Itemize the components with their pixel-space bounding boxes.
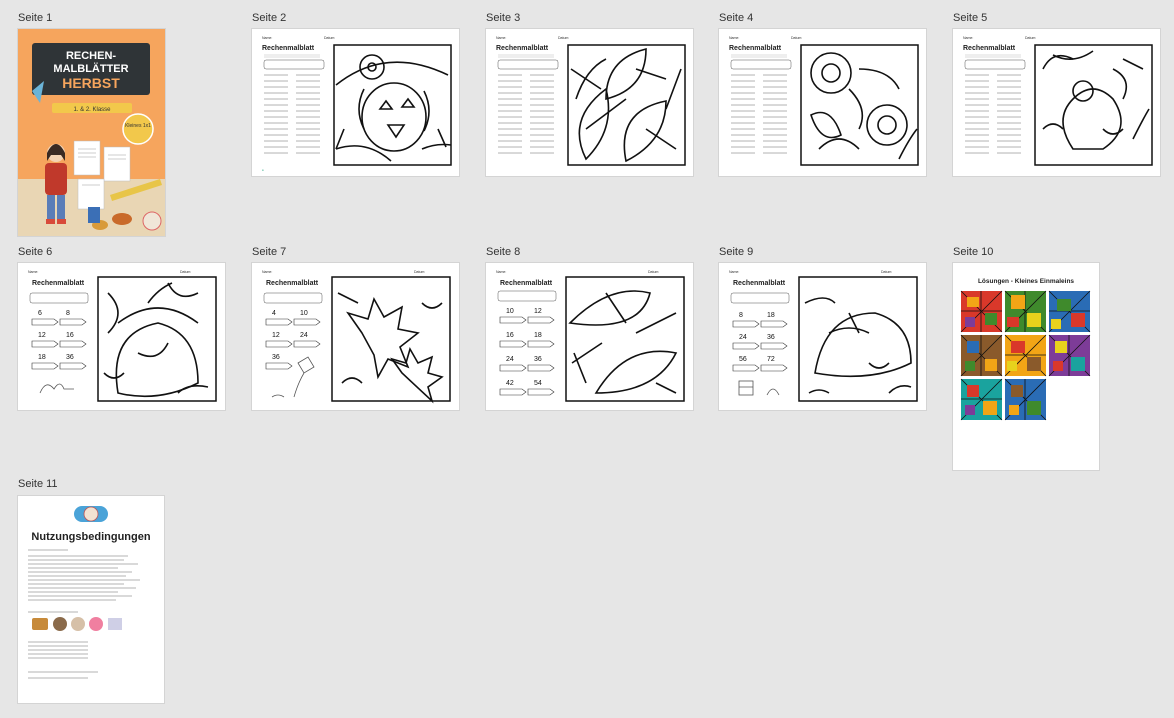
- worksheet-pencil-layout: [486, 263, 693, 410]
- worksheet-title: Rechenmalblatt: [963, 45, 1016, 52]
- svg-text:24: 24: [506, 356, 514, 363]
- page-label-7: Seite 7: [252, 246, 287, 258]
- svg-text:24: 24: [300, 332, 308, 339]
- date-label: Datum:: [180, 270, 192, 274]
- date-label: Datum:: [881, 270, 893, 274]
- page-thumbnail-8[interactable]: [486, 263, 693, 410]
- page-thumbnail-3[interactable]: [486, 29, 693, 176]
- cover-title-line3: HERBST: [62, 75, 120, 91]
- hedgehog-drawing: [805, 298, 911, 393]
- worksheet-title: Rechenmalblatt: [262, 45, 315, 52]
- worksheet-pencil-layout: [719, 263, 926, 410]
- leaves-drawing: [338, 293, 442, 401]
- worksheet-title: Rechenmalblatt: [729, 45, 782, 52]
- svg-text:36: 36: [767, 334, 775, 341]
- answer-numbers: [272, 310, 308, 361]
- task-lines: [498, 75, 554, 153]
- page-label-6: Seite 6: [18, 246, 53, 258]
- squirrel-sketch: [40, 384, 74, 393]
- cover-art: [18, 29, 165, 236]
- terms-title: Nutzungsbedingungen: [31, 531, 151, 543]
- svg-text:12: 12: [38, 332, 46, 339]
- svg-text:24: 24: [739, 334, 747, 341]
- pencil-icons: [733, 321, 787, 371]
- worksheet-pencil-layout: [252, 263, 459, 410]
- page-label-9: Seite 9: [719, 246, 754, 258]
- date-label: Datum:: [791, 36, 803, 40]
- svg-text:10: 10: [300, 310, 308, 317]
- name-label: Name:: [963, 36, 974, 40]
- svg-text:16: 16: [66, 332, 74, 339]
- cover-title-line2: MALBLÄTTER: [53, 63, 129, 75]
- name-label: Name:: [496, 36, 507, 40]
- page-thumbnail-11[interactable]: [18, 496, 164, 703]
- svg-text:72: 72: [767, 356, 775, 363]
- svg-text:42: 42: [506, 380, 514, 387]
- page-thumbnail-10[interactable]: [953, 263, 1099, 470]
- worksheet-title: Rechenmalblatt: [32, 280, 85, 287]
- task-lines: [965, 75, 1021, 153]
- svg-text:6: 6: [38, 310, 42, 317]
- page-label-10: Seite 10: [953, 246, 994, 258]
- basket-sketch: [739, 381, 779, 395]
- worksheet-list-layout: [953, 29, 1160, 176]
- svg-text:●: ●: [262, 168, 264, 172]
- date-label: Datum:: [558, 36, 570, 40]
- svg-text:8: 8: [66, 310, 70, 317]
- svg-text:36: 36: [272, 354, 280, 361]
- cover-subject: 1. & 2. Klasse: [73, 107, 111, 113]
- pencil-icons: [32, 319, 86, 369]
- name-label: Name:: [28, 270, 39, 274]
- page-label-3: Seite 3: [486, 12, 521, 24]
- solutions-title: Lösungen - Kleines Einmaleins: [977, 278, 1075, 285]
- terms-text-lines: [28, 550, 140, 678]
- page-thumbnail-5[interactable]: [953, 29, 1160, 176]
- date-label: Datum:: [648, 270, 660, 274]
- leaf-mosaic-drawing: [570, 291, 676, 393]
- task-lines: [264, 75, 320, 153]
- answer-numbers: [506, 308, 542, 387]
- name-label: Name:: [496, 270, 507, 274]
- pencil-icons: [266, 319, 320, 369]
- answer-numbers: [739, 312, 775, 363]
- partner-logos: [32, 617, 122, 631]
- page-label-2: Seite 2: [252, 12, 287, 24]
- svg-text:16: 16: [506, 332, 514, 339]
- name-label: Name:: [729, 270, 740, 274]
- svg-text:12: 12: [534, 308, 542, 315]
- svg-text:4: 4: [272, 310, 276, 317]
- cover-title-line1: RECHEN-: [65, 50, 117, 62]
- svg-text:10: 10: [506, 308, 514, 315]
- solution-grid: [961, 291, 1090, 420]
- page-thumbnail-9[interactable]: [719, 263, 926, 410]
- date-label: Datum:: [414, 270, 426, 274]
- page-thumbnail-7[interactable]: [252, 263, 459, 410]
- answer-numbers: [38, 310, 74, 361]
- worksheet-list-layout: [486, 29, 693, 176]
- worksheet-title: Rechenmalblatt: [733, 280, 786, 287]
- svg-text:18: 18: [38, 354, 46, 361]
- page-label-1: Seite 1: [18, 12, 53, 24]
- worksheet-list-layout: [252, 29, 459, 176]
- svg-text:36: 36: [534, 356, 542, 363]
- logo-icon: [84, 507, 98, 521]
- page-thumbnail-4[interactable]: [719, 29, 926, 176]
- svg-text:54: 54: [534, 380, 542, 387]
- worksheet-pencil-layout: [18, 263, 225, 410]
- svg-text:12: 12: [272, 332, 280, 339]
- page-thumbnail-2[interactable]: [252, 29, 459, 176]
- solutions-page: [953, 263, 1099, 470]
- flowers-drawing: [811, 53, 917, 159]
- page-thumbnail-1[interactable]: [18, 29, 165, 236]
- cover-badge: Kleines 1x1: [125, 123, 151, 129]
- svg-text:56: 56: [739, 356, 747, 363]
- svg-text:36: 36: [66, 354, 74, 361]
- name-label: Name:: [729, 36, 740, 40]
- leaves-drawing: [571, 49, 681, 161]
- svg-text:18: 18: [534, 332, 542, 339]
- worksheet-title: Rechenmalblatt: [266, 280, 319, 287]
- page-label-8: Seite 8: [486, 246, 521, 258]
- name-label: Name:: [262, 36, 273, 40]
- scarecrow-drawing: [336, 55, 451, 161]
- svg-text:8: 8: [739, 312, 743, 319]
- date-label: Datum:: [1025, 36, 1037, 40]
- name-label: Name:: [262, 270, 273, 274]
- squirrel-drawing: [1043, 51, 1149, 149]
- page-label-4: Seite 4: [719, 12, 754, 24]
- worksheet-title: Rechenmalblatt: [500, 280, 553, 287]
- terms-page: [18, 496, 164, 703]
- page-label-5: Seite 5: [953, 12, 988, 24]
- date-label: Datum:: [324, 36, 336, 40]
- worksheet-title: Rechenmalblatt: [496, 45, 549, 52]
- worksheet-list-layout: [719, 29, 926, 176]
- svg-text:18: 18: [767, 312, 775, 319]
- page-thumbnail-6[interactable]: [18, 263, 225, 410]
- task-lines: [731, 75, 787, 153]
- acorn-drawing: [104, 283, 208, 396]
- page-label-11: Seite 11: [18, 478, 58, 490]
